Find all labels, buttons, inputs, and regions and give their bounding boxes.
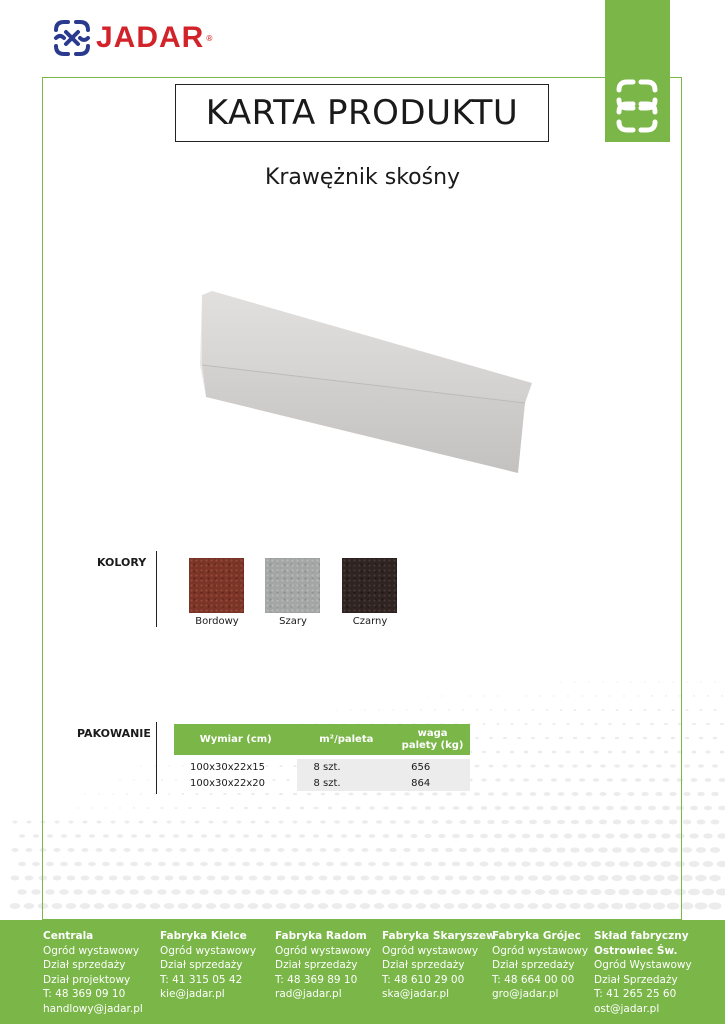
footer-column-grojec xyxy=(492,929,588,1002)
footer-line: Dział sprzedaży xyxy=(275,959,358,971)
brand-logo xyxy=(52,18,213,58)
background-dot xyxy=(693,695,696,696)
background-dot xyxy=(706,723,710,725)
footer-heading: Fabryka Radom xyxy=(275,930,367,942)
background-dot xyxy=(689,833,698,838)
footer-line: Ogród Wystawowy xyxy=(594,959,692,971)
background-dot xyxy=(697,792,704,796)
swatch-label: Czarny xyxy=(352,616,388,627)
footer-line: T: 41 265 25 60 xyxy=(594,988,677,1000)
background-dot xyxy=(717,861,725,867)
background-dot xyxy=(12,821,17,824)
table-row xyxy=(174,775,470,791)
footer-column-ostrowiec xyxy=(594,929,692,1016)
table-cell: 100x30x22x20 xyxy=(190,777,266,789)
background-dot xyxy=(716,889,725,896)
footer-line: T: 48 369 89 10 xyxy=(275,973,358,986)
footer-heading: Centrala xyxy=(43,930,94,942)
jadar-logo-icon xyxy=(52,18,92,58)
footer-line: T: 48 369 09 10 xyxy=(43,988,126,1000)
registered-mark: ® xyxy=(205,33,214,43)
footer-line: Ogród wystawowy xyxy=(382,944,479,957)
background-dot xyxy=(704,806,712,811)
background-dot xyxy=(698,764,704,767)
colors-divider xyxy=(156,551,157,627)
background-dot xyxy=(11,876,20,881)
column-header: waga palety (kg) xyxy=(395,724,470,755)
footer-email-link[interactable]: ost@jadar.pl xyxy=(594,1002,660,1015)
footer-heading: Fabryka Skaryszew xyxy=(382,930,496,942)
footer-line: T: 48 610 29 00 xyxy=(382,973,465,986)
background-dot xyxy=(683,792,690,796)
packing-divider xyxy=(156,722,157,794)
background-dot xyxy=(12,848,19,852)
curb-stone-image xyxy=(190,285,540,475)
background-dot xyxy=(710,847,720,853)
background-dot xyxy=(33,834,39,837)
background-dot xyxy=(683,820,692,825)
background-dot xyxy=(705,751,710,754)
table-cell: 656 xyxy=(395,759,470,775)
background-dot xyxy=(717,833,725,838)
background-dot xyxy=(713,737,718,740)
background-dot xyxy=(711,792,718,796)
background-dot xyxy=(719,778,725,782)
swatch-czarny xyxy=(342,558,397,613)
swatch-label: Szary xyxy=(279,616,307,627)
footer-column-radom xyxy=(275,929,371,1002)
background-dot xyxy=(690,806,698,811)
background-dot xyxy=(703,861,714,867)
footer-line: Dział sprzedaży xyxy=(160,959,243,971)
background-dot xyxy=(721,695,724,696)
background-dot xyxy=(24,903,35,909)
background-dot xyxy=(719,751,724,754)
background-dot xyxy=(688,889,700,896)
background-dot xyxy=(691,778,698,782)
background-dot xyxy=(718,806,725,811)
background-dot xyxy=(709,875,721,882)
footer-line: Ogród wystawowy xyxy=(492,944,589,957)
background-dot xyxy=(713,709,716,711)
swatch-bordowy xyxy=(189,558,244,613)
footer-email-link[interactable]: kie@jadar.pl xyxy=(160,988,225,1000)
packing-table xyxy=(174,724,470,791)
background-dot xyxy=(18,862,26,866)
swatch-szary xyxy=(265,558,320,613)
background-dot xyxy=(702,889,714,896)
footer-line: Dział projektowy xyxy=(43,973,131,986)
page-title-box xyxy=(175,84,549,142)
background-dot xyxy=(699,709,702,711)
packing-label: PAKOWANIE xyxy=(77,727,151,740)
background-dot xyxy=(699,737,704,740)
colors-label: KOLORY xyxy=(97,556,147,569)
background-dot xyxy=(707,695,710,696)
footer-heading: Skład fabryczny xyxy=(594,930,689,942)
table-cell: 8 szt. xyxy=(297,759,395,775)
background-dot xyxy=(10,903,21,909)
footer-line: Ogród wystawowy xyxy=(275,944,372,957)
footer-email-link[interactable]: rad@jadar.pl xyxy=(275,988,342,1000)
footer-column-centrala xyxy=(43,929,143,1016)
column-header: m²/paleta xyxy=(297,724,395,755)
footer-line: Dział sprzedaży xyxy=(492,959,575,971)
background-dot xyxy=(26,848,33,852)
background-dot xyxy=(684,764,690,767)
background-dot xyxy=(703,833,713,838)
table-cell: 864 xyxy=(395,775,470,791)
footer-email-link[interactable]: ska@jadar.pl xyxy=(382,988,450,1000)
footer-email-link[interactable]: handlowy@jadar.pl xyxy=(43,1002,143,1015)
background-dot xyxy=(32,862,40,866)
footer-line: Ogród wystawowy xyxy=(160,944,257,957)
column-header: Wymiar (cm) xyxy=(174,724,297,755)
product-name: Krawężnik skośny xyxy=(264,165,461,190)
footer-heading: Fabryka Grójec xyxy=(492,930,581,942)
background-dot xyxy=(681,902,694,909)
background-dot xyxy=(697,820,706,825)
background-dot xyxy=(25,876,34,881)
background-dot xyxy=(681,875,693,881)
background-dot xyxy=(700,681,702,682)
background-dot xyxy=(705,778,712,782)
brand-name: JADAR xyxy=(96,21,205,54)
table-header-row xyxy=(174,724,470,755)
background-dot xyxy=(689,861,700,867)
footer-line: T: 48 664 00 00 xyxy=(492,973,575,986)
background-dot xyxy=(711,820,720,825)
background-dot xyxy=(708,902,721,909)
footer-line: Dział sprzedaży xyxy=(43,959,126,971)
footer-heading: Fabryka Kielce xyxy=(160,930,247,942)
background-dot xyxy=(714,681,716,682)
background-dot xyxy=(17,889,27,894)
footer-line: Dział Sprzedaży xyxy=(594,973,678,986)
background-dot xyxy=(26,821,31,824)
footer-column-kielce xyxy=(160,929,256,1002)
footer-heading: Ostrowiec Św. xyxy=(594,944,678,957)
page-title: KARTA PRODUKTU xyxy=(205,93,519,133)
footer-column-skaryszew xyxy=(382,929,496,1002)
background-dot xyxy=(685,737,690,740)
swatch-label: Bordowy xyxy=(195,616,239,627)
content-frame xyxy=(42,77,682,920)
footer-contacts xyxy=(0,920,725,1024)
background-dot xyxy=(692,723,696,725)
background-dot xyxy=(696,847,706,853)
footer-line: Ogród wystawowy xyxy=(43,944,140,957)
background-dot xyxy=(685,709,688,711)
footer-line: Dział sprzedaży xyxy=(382,959,465,971)
background-dot xyxy=(19,834,25,837)
background-dot xyxy=(686,681,688,682)
footer-email-link[interactable]: gro@jadar.pl xyxy=(492,988,559,1000)
background-dot xyxy=(695,875,707,881)
background-dot xyxy=(31,889,41,894)
footer-line: T: 41 315 05 42 xyxy=(160,973,243,986)
background-dot xyxy=(695,902,708,909)
table-cell: 8 szt. xyxy=(297,775,395,791)
background-dot xyxy=(712,764,718,767)
background-dot xyxy=(691,751,696,754)
background-dot xyxy=(682,847,692,853)
table-row xyxy=(174,759,470,775)
table-cell: 100x30x22x15 xyxy=(190,761,266,773)
background-dot xyxy=(720,723,724,725)
